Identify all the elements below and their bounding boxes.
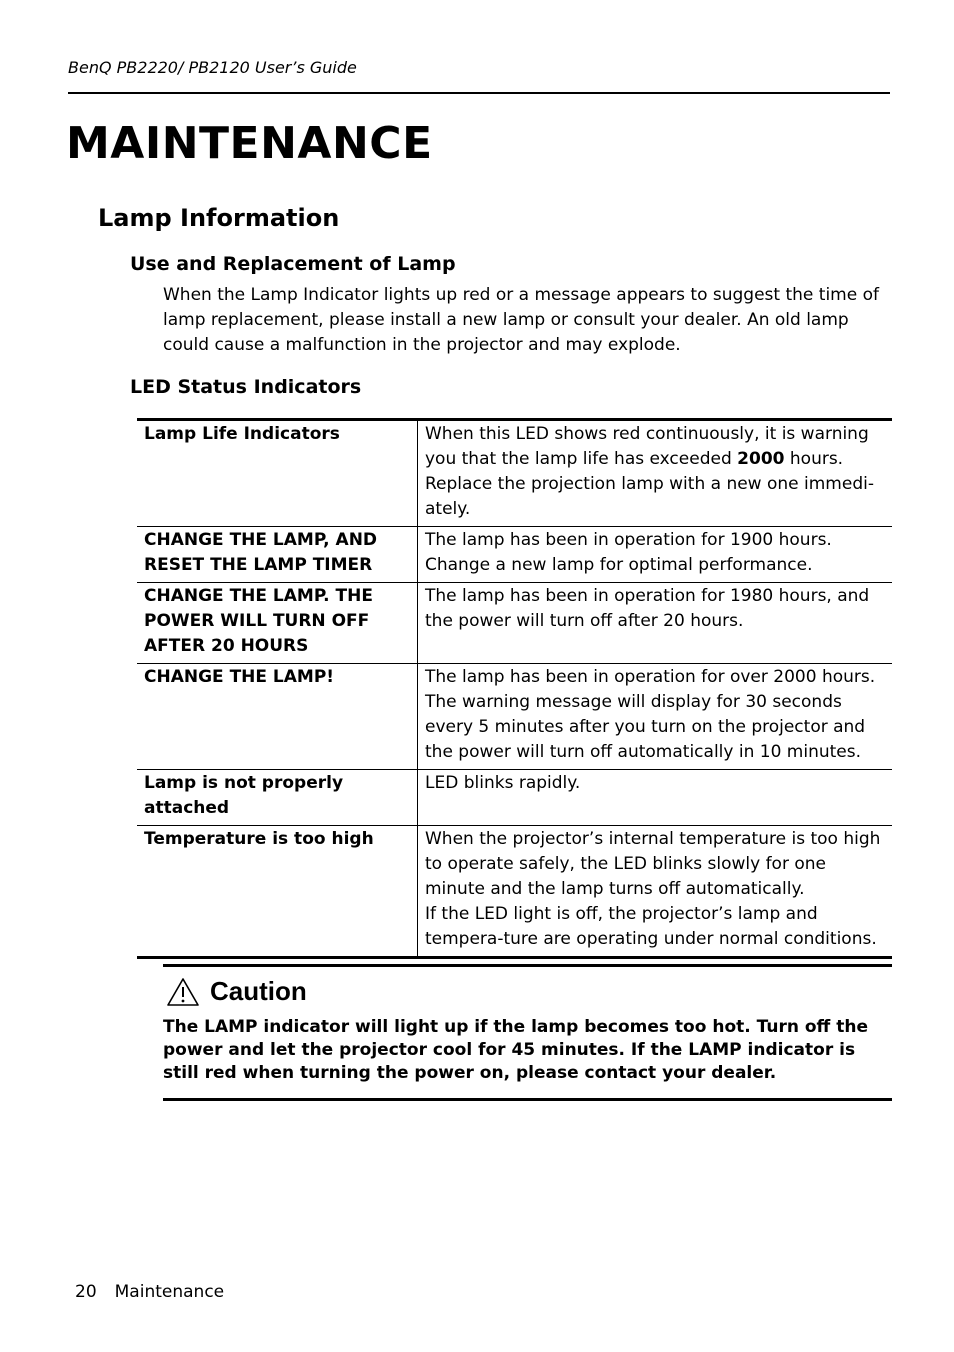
row-description: The lamp has been in operation for 1900 hours. Change a new lamp for optimal performance.: [418, 527, 893, 583]
caution-bottom-rule: [163, 1098, 892, 1101]
row-label: CHANGE THE LAMP. THE POWER WILL TURN OFF AFTER 20 HOURS: [137, 583, 418, 664]
table-row: [137, 826, 892, 958]
table-row: [137, 770, 892, 826]
row-label: Lamp Life Indicators: [137, 420, 418, 527]
table-row: [137, 664, 892, 770]
section-title: Lamp Information: [98, 204, 340, 232]
row-label: CHANGE THE LAMP!: [137, 664, 418, 770]
caution-text: The LAMP indicator will light up if the lamp becomes too hot. Turn off the power and let the projector cool for 45 minutes. If the LAMP indicator is still red when turning the power on, please contact your dealer.: [163, 1017, 868, 1083]
header-rule: [68, 92, 890, 94]
row-label: Temperature is too high: [137, 826, 418, 958]
hours-emphasis: 2000: [737, 449, 785, 469]
table-row: [137, 420, 892, 527]
page-footer: [75, 1282, 224, 1302]
row-description: When the projector’s internal temperature is too high to operate safely, the LED blinks slowly for one minute and the lamp turns off automatically. If the LED light is off, the projector’s lamp and tempera-ture are operating under normal conditions.: [418, 826, 893, 958]
running-header: BenQ PB2220/ PB2120 User’s Guide: [68, 58, 357, 77]
row-label: CHANGE THE LAMP, AND RESET THE LAMP TIMER: [137, 527, 418, 583]
lamp-replacement-paragraph: When the Lamp Indicator lights up red or a message appears to suggest the time of lamp replacement, please install a new lamp or consult your dealer. An old lamp could cause a malfunction in the projector and may explode.: [163, 285, 879, 355]
row-description: The lamp has been in operation for over 2000 hours. The warning message will display for 30 seconds every 5 minutes after you turn on the projector and the power will turn off automatically in 10 minutes.: [418, 664, 893, 770]
row-label: Lamp is not properly attached: [137, 770, 418, 826]
row-description: LED blinks rapidly.: [418, 770, 893, 826]
page-number: 20: [75, 1282, 97, 1302]
row-description: When this LED shows red continuously, it is warning you that the lamp life has exceeded 2000 hours. Replace the projection lamp with a new one immedi-ately.: [425, 424, 874, 519]
chapter-title: MAINTENANCE: [66, 118, 433, 169]
footer-section: Maintenance: [114, 1282, 225, 1302]
subsection-title-led-status: LED Status Indicators: [130, 376, 362, 398]
row-description: The lamp has been in operation for 1980 hours, and the power will turn off after 20 hours.: [418, 583, 893, 664]
caution-heading: [166, 976, 307, 1007]
warning-triangle-icon: [166, 977, 200, 1007]
table-row: [137, 583, 892, 664]
led-status-table: [137, 418, 892, 959]
subsection-title-lamp-replacement: Use and Replacement of Lamp: [130, 253, 456, 275]
caution-top-rule: [163, 964, 892, 967]
table-row: [137, 527, 892, 583]
caution-title: Caution: [210, 976, 307, 1006]
